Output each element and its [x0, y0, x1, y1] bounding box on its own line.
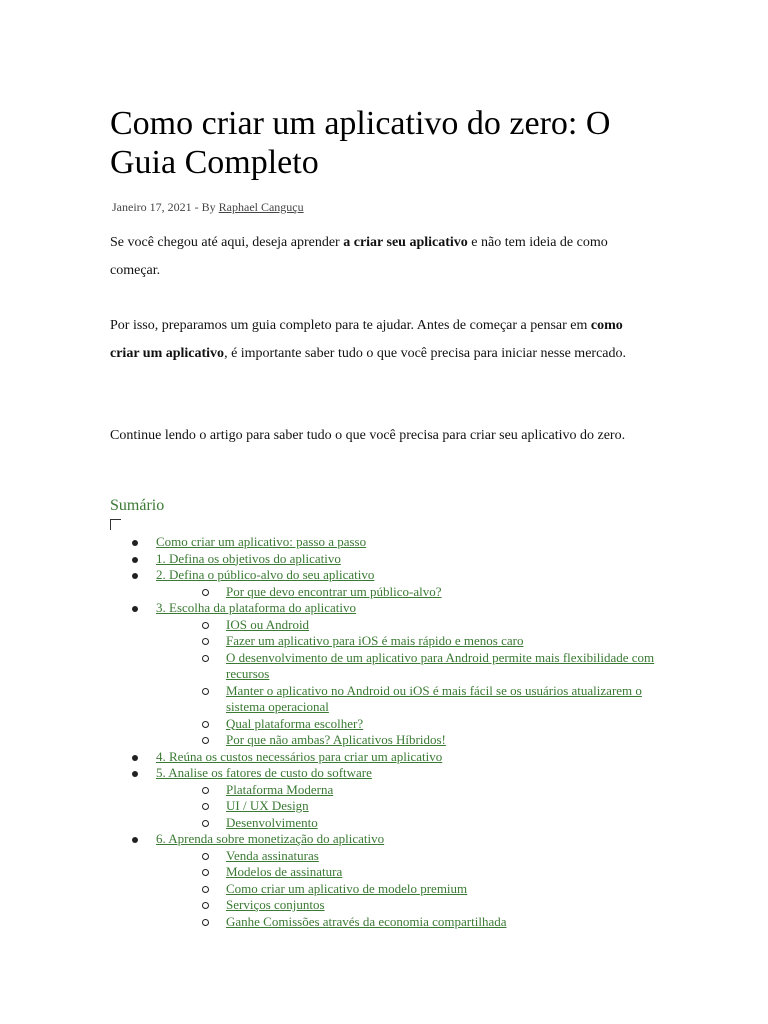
- intro-paragraph-1: [110, 229, 650, 284]
- circle-bullet-icon: [202, 787, 209, 794]
- disc-bullet-icon: [132, 606, 138, 612]
- toc-item: [110, 683, 670, 716]
- circle-bullet-icon: [202, 589, 209, 596]
- toc-link[interactable]: Venda assinaturas: [226, 847, 319, 863]
- toc-item: [110, 831, 670, 848]
- toc-link[interactable]: Como criar um aplicativo de modelo premium: [226, 880, 468, 896]
- circle-bullet-icon: [202, 622, 209, 629]
- toc-item: [110, 617, 670, 634]
- toc-link[interactable]: Modelos de assinatura: [226, 864, 343, 879]
- toc-link[interactable]: Plataforma Moderna: [226, 781, 334, 797]
- toc-item: [110, 633, 670, 650]
- toc-title: Sumário: [110, 497, 165, 514]
- circle-bullet-icon: [202, 853, 209, 860]
- toc-item: [110, 584, 670, 601]
- toc-link[interactable]: Qual plataforma escolher?: [226, 715, 364, 731]
- toc-link[interactable]: UI / UX Design: [226, 798, 309, 813]
- disc-bullet-icon: [132, 557, 138, 563]
- bold-phrase: como criar um aplicativo: [110, 318, 623, 361]
- circle-bullet-icon: [202, 886, 209, 893]
- circle-bullet-icon: [202, 737, 209, 744]
- toc-link[interactable]: Como criar um aplicativo: passo a passo: [156, 534, 367, 549]
- article-meta: [112, 200, 304, 215]
- toc-item: [110, 864, 670, 881]
- text-run: , é importante saber tudo o que você precisa para iniciar nesse mercado.: [224, 345, 627, 361]
- toc-link[interactable]: Manter o aplicativo no Android ou iOS é mais fácil se os usuários atualizarem o sistema operacional: [226, 682, 642, 714]
- toc-link[interactable]: Ganhe Comissões através da economia compartilhada: [226, 913, 507, 929]
- toc-item: [110, 897, 670, 914]
- circle-bullet-icon: [202, 803, 209, 810]
- toc-link[interactable]: Serviços conjuntos: [226, 897, 325, 912]
- disc-bullet-icon: [132, 755, 138, 761]
- text-run: e não tem ideia de como começar.: [110, 235, 608, 278]
- circle-bullet-icon: [202, 919, 209, 926]
- disc-bullet-icon: [132, 771, 138, 777]
- toc-link[interactable]: Desenvolvimento: [226, 814, 318, 830]
- toc-link[interactable]: 6. Aprenda sobre monetização do aplicativo: [156, 831, 385, 846]
- toc-link[interactable]: Fazer um aplicativo para iOS é mais rápido e menos caro: [226, 633, 524, 648]
- circle-bullet-icon: [202, 688, 209, 695]
- toc-item: [110, 600, 670, 617]
- disc-bullet-icon: [132, 573, 138, 579]
- text-run: Se você chegou até aqui, deseja aprender: [110, 235, 344, 250]
- toc-item: [110, 798, 670, 815]
- table-of-contents: [110, 534, 670, 930]
- intro-paragraph-3: [110, 422, 650, 450]
- toc-item: [110, 749, 670, 766]
- intro-paragraph-2: [110, 312, 650, 367]
- disc-bullet-icon: [132, 540, 138, 546]
- toc-item: [110, 881, 670, 898]
- circle-bullet-icon: [202, 721, 209, 728]
- toc-link[interactable]: Por que não ambas? Aplicativos Híbridos!: [226, 732, 446, 747]
- toc-link[interactable]: 4. Reúna os custos necessários para criar um aplicativo: [156, 748, 443, 764]
- toc-link[interactable]: IOS ou Android: [226, 616, 310, 632]
- text-run: Continue lendo o artigo para saber tudo o que você precisa para criar seu aplicativo do zero.: [110, 428, 626, 443]
- toc-item: [110, 534, 670, 551]
- text-run: Por isso, preparamos um guia completo para te ajudar. Antes de começar a pensar em: [110, 318, 591, 333]
- toc-link[interactable]: Por que devo encontrar um público-alvo?: [226, 583, 442, 599]
- toc-item: [110, 716, 670, 733]
- circle-bullet-icon: [202, 869, 209, 876]
- article-title: Como criar um aplicativo do zero: O Guia Completo: [110, 105, 611, 181]
- author-link[interactable]: Raphael Canguçu: [218, 200, 304, 214]
- toc-item: [110, 815, 670, 832]
- circle-bullet-icon: [202, 655, 209, 662]
- circle-bullet-icon: [202, 902, 209, 909]
- publish-date: Janeiro 17, 2021 - By: [112, 200, 219, 214]
- toc-item: [110, 732, 670, 749]
- toc-link[interactable]: 1. Defina os objetivos do aplicativo: [156, 550, 341, 566]
- toc-link[interactable]: O desenvolvimento de um aplicativo para Android permite mais flexibilidade com recursos: [226, 649, 655, 681]
- toc-item: [110, 848, 670, 865]
- toc-link[interactable]: 2. Defina o público-alvo do seu aplicativo: [156, 567, 375, 582]
- toc-item: [110, 914, 670, 931]
- toc-link[interactable]: 3. Escolha da plataforma do aplicativo: [156, 600, 356, 615]
- circle-bullet-icon: [202, 820, 209, 827]
- toc-item: [110, 567, 670, 584]
- toc-item: [110, 650, 670, 683]
- toc-link[interactable]: 5. Analise os fatores de custo do software: [156, 765, 372, 780]
- bold-phrase: a criar seu aplicativo: [343, 235, 468, 250]
- toc-item: [110, 551, 670, 568]
- toc-item: [110, 765, 670, 782]
- circle-bullet-icon: [202, 638, 209, 645]
- disc-bullet-icon: [132, 837, 138, 843]
- toc-item: [110, 782, 670, 799]
- toc-toggle-icon[interactable]: [110, 519, 121, 530]
